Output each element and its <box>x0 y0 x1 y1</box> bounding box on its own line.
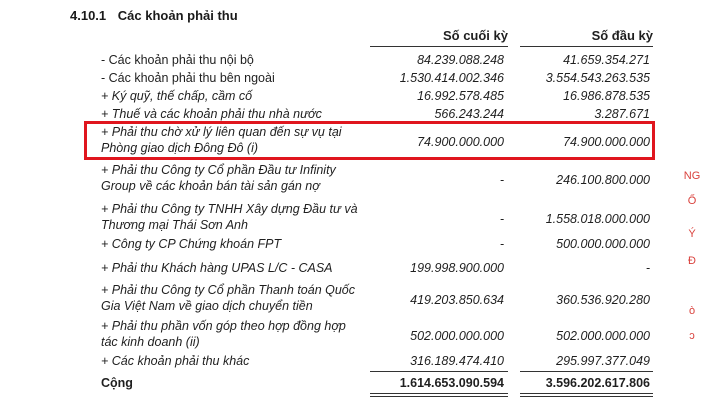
row-value-begin: 3.554.543.263.535 <box>545 71 650 85</box>
header-rule-end <box>370 46 508 47</box>
row-value-begin: - <box>645 261 650 275</box>
row-value-end: 84.239.088.248 <box>417 53 504 67</box>
row-value-begin: 360.536.920.280 <box>556 293 650 307</box>
row-label: + Ký quỹ, thế chấp, cầm cố <box>101 89 253 103</box>
row-value-begin: 16.986.878.535 <box>563 89 650 103</box>
row-value-begin: 3.287.671 <box>594 107 650 121</box>
row-value-end: 74.900.000.000 <box>417 135 504 149</box>
total-value-begin: 3.596.202.617.806 <box>545 376 650 390</box>
row-label: + Phải thu phần vốn góp theo hợp đồng hợp tác kinh doanh (ii) <box>101 319 346 349</box>
section-title: Các khoản phải thu <box>117 8 238 23</box>
row-value-end: 16.992.578.485 <box>417 89 504 103</box>
section-number: 4.10.1 <box>70 8 107 23</box>
row-value-begin: 500.000.000.000 <box>556 237 650 251</box>
header-rule-begin <box>520 46 653 47</box>
row-value-end: - <box>499 173 504 187</box>
margin-stamp-mark: ɔ <box>689 330 695 342</box>
total-rule-begin <box>520 371 653 372</box>
row-value-begin: 502.000.000.000 <box>556 329 650 343</box>
row-label: + Phải thu Công ty TNHH Xây dựng Đầu tư và Thương mại Thái Sơn Anh <box>101 202 358 232</box>
row-value-end: - <box>499 212 504 226</box>
row-value-begin: 1.558.018.000.000 <box>545 212 650 226</box>
row-label: + Phải thu Công ty Cổ phần Đầu tư Infinity Group về các khoản bán tài sản gán nợ <box>101 163 336 193</box>
row-value-end: 419.203.850.634 <box>410 293 504 307</box>
row-label: - Các khoản phải thu nội bộ <box>101 53 254 67</box>
row-label: + Phải thu Công ty Cổ phần Thanh toán Quốc Gia Việt Nam về giao dịch chuyển tiền <box>101 283 355 313</box>
column-header-end: Số cuối kỳ <box>442 28 508 43</box>
total-rule-end <box>370 371 508 372</box>
row-label: + Các khoản phải thu khác <box>101 354 250 368</box>
margin-stamp-mark: NG <box>683 170 701 182</box>
total-value-end: 1.614.653.090.594 <box>399 376 504 390</box>
row-value-end: 1.530.414.002.346 <box>399 71 504 85</box>
row-value-begin: 41.659.354.271 <box>563 53 650 67</box>
total-label: Cộng <box>101 376 133 390</box>
row-label: + Thuế và các khoản phải thu nhà nước <box>101 107 322 121</box>
total-underline-end <box>370 393 508 394</box>
margin-stamp-mark: Đ <box>688 255 696 267</box>
row-label: + Phải thu Khách hàng UPAS L/C - CASA <box>101 261 333 275</box>
row-label: + Công ty CP Chứng khoán FPT <box>101 237 282 251</box>
row-value-end: 502.000.000.000 <box>410 329 504 343</box>
row-value-begin: 246.100.800.000 <box>556 173 650 187</box>
total-underline-begin <box>520 393 653 394</box>
row-value-end: 566.243.244 <box>434 107 504 121</box>
total-double-underline-begin <box>520 396 653 397</box>
column-header-begin: Số đầu kỳ <box>591 28 653 43</box>
margin-stamp-mark: ò <box>688 305 696 317</box>
highlight-box <box>84 121 655 160</box>
row-value-begin: 74.900.000.000 <box>563 135 650 149</box>
row-value-end: - <box>499 237 504 251</box>
margin-stamp-mark: Ổ <box>687 195 697 207</box>
section-heading <box>70 8 238 23</box>
row-value-begin: 295.997.377.049 <box>556 354 650 368</box>
margin-stamp-mark: Ý <box>688 228 696 240</box>
row-label: - Các khoản phải thu bên ngoài <box>101 71 275 85</box>
total-double-underline-end <box>370 396 508 397</box>
row-value-end: 316.189.474.410 <box>410 354 504 368</box>
row-label: + Phải thu chờ xử lý liên quan đến sự vụ tại Phòng giao dịch Đông Đô (i) <box>101 125 342 155</box>
row-value-end: 199.998.900.000 <box>410 261 504 275</box>
